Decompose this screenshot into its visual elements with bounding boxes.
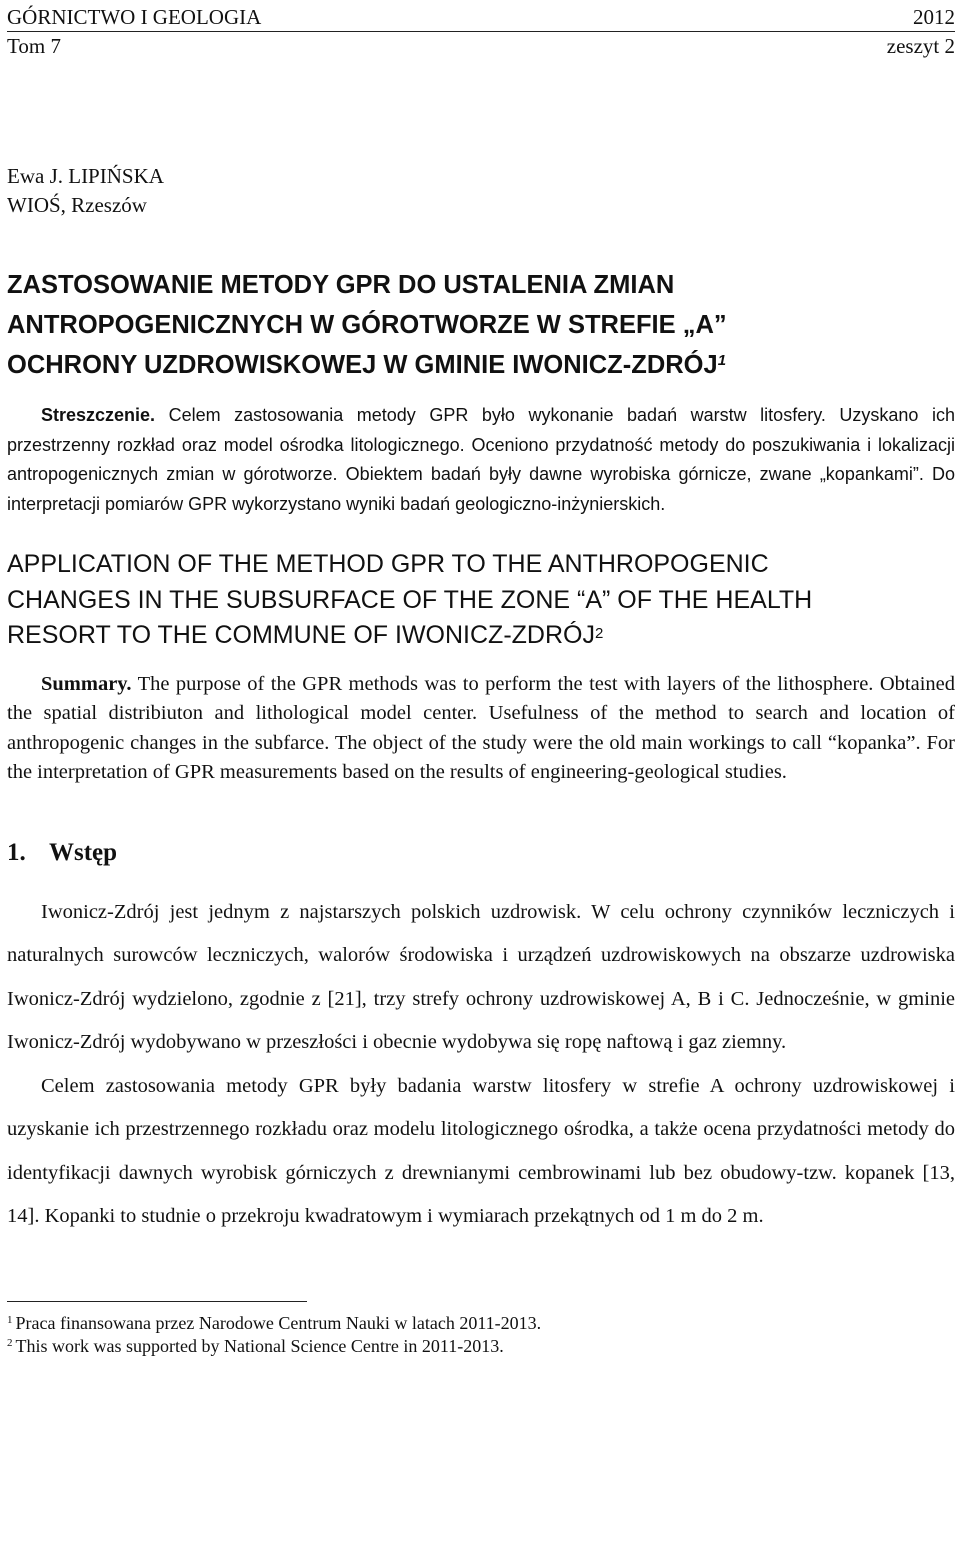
footnote-mark: 2 — [7, 1336, 13, 1349]
title-english-footnote-mark[interactable]: 2 — [594, 625, 604, 642]
journal-name: GÓRNICTWO I GEOLOGIA — [7, 5, 262, 29]
footnote-item — [7, 1312, 955, 1335]
footnote-text: This work was supported by National Science Centre in 2011-2013. — [15, 1335, 504, 1356]
author-name: Ewa J. LIPIŃSKA — [7, 164, 164, 188]
footnote-text: Praca finansowana przez Narodowe Centrum Nauki w latach 2011-2013. — [15, 1312, 542, 1333]
abstract-polish-text: Celem zastosowania metody GPR było wykonanie badań warstw litosfery. Uzyskano ich przestrzenny rozkład oraz model ośrodka litologicznego. Oceniono przydatność metody do poszukiwania i lokalizacji antropogenicznych zmian w górotworze. Obiektem badań były dawne wyrobiska górnicze, zwane „kopankami”. Do interpretacji pomiarów GPR wykorzystano wyniki badań geologiczno-inżynierskich. — [7, 405, 955, 514]
journal-issue: zeszyt 2 — [886, 34, 955, 58]
running-header-top — [7, 3, 955, 32]
title-english-line-2: CHANGES IN THE SUBSURFACE OF THE ZONE “A” OF THE HEALTH — [7, 585, 813, 614]
title-english-line-3-text: RESORT TO THE COMMUNE OF IWONICZ-ZDRÓJ — [7, 621, 595, 649]
abstract-english-text: The purpose of the GPR methods was to perform the test with layers of the lithosphere. Obtained the spatial distribiuton and lithological model center. Usefulness of the method to search and location of anthropogenic changes in the subfarce. The object of the study were the old main workings to call “kopanka”. For the interpretation of GPR measurements based on the results of engineering-geological studies. — [7, 672, 955, 783]
journal-year: 2012 — [913, 5, 955, 29]
title-english-line-1: APPLICATION OF THE METHOD GPR TO THE ANTHROPOGENIC — [7, 550, 769, 578]
paper-page — [7, 0, 955, 1358]
journal-volume: Tom 7 — [7, 34, 61, 58]
body-paragraph-2-text: Celem zastosowania metody GPR były badania warstw litosfery w strefie A ochrony uzdrowiskowej i uzyskanie ich przestrzennego rozkładu oraz modelu litologicznego ośrodka, a także ocena przydatności metody do identyfikacji dawnych wyrobisk górniczych z drewnianymi cembrowinami lub bez obudowy-tzw. kopanek [13, 14]. Kopanki to studnie o przekroju kwadratowym i wymiarach przekątnych od 1 m do 2 m. — [7, 1074, 955, 1227]
title-english — [7, 547, 955, 654]
running-header-bottom — [7, 32, 955, 60]
body-paragraph — [7, 891, 955, 1065]
footnote-divider — [7, 1301, 307, 1302]
abstract-polish-label: Streszczenie. — [41, 405, 156, 425]
section-heading — [7, 836, 955, 870]
section-number: 1. — [7, 838, 26, 866]
title-polish-line-3 — [7, 345, 955, 385]
title-polish-footnote-mark[interactable]: 1 — [717, 352, 727, 369]
author-block — [7, 162, 955, 220]
abstract-english-label: Summary. — [41, 672, 132, 695]
title-polish-line-1: ZASTOSOWANIE METODY GPR DO USTALENIA ZMIAN — [7, 271, 675, 299]
section-title: Wstęp — [49, 838, 118, 866]
footnote-item — [7, 1335, 955, 1358]
title-english-line-3 — [7, 618, 955, 654]
abstract-english — [7, 670, 955, 788]
footnotes — [7, 1312, 955, 1358]
title-polish-line-3-text: OCHRONY UZDROWISKOWEJ W GMINIE IWONICZ-ZDRÓJ — [7, 351, 718, 379]
footnote-mark: 1 — [7, 1313, 13, 1326]
author-affiliation: WIOŚ, Rzeszów — [7, 193, 147, 217]
body-paragraph — [7, 1065, 955, 1239]
title-polish-line-2: ANTROPOGENICZNYCH W GÓROTWORZE W STREFIE „A” — [7, 311, 727, 339]
abstract-polish — [7, 401, 955, 519]
body-text — [7, 891, 955, 1239]
body-paragraph-1-text: Iwonicz-Zdrój jest jednym z najstarszych polskich uzdrowisk. W celu ochrony czynników leczniczych i naturalnych surowców leczniczych, walorów środowiska i urządzeń uzdrowiskowych na obszarze uzdrowiska Iwonicz-Zdrój wydzielono, zgodnie z [21], trzy strefy ochrony uzdrowiskowej A, B i C. Jednocześnie, w gminie Iwonicz-Zdrój wydobywano w przeszłości i obecnie wydobywa się ropę naftową i gaz ziemny. — [7, 900, 955, 1053]
title-polish — [7, 265, 955, 385]
